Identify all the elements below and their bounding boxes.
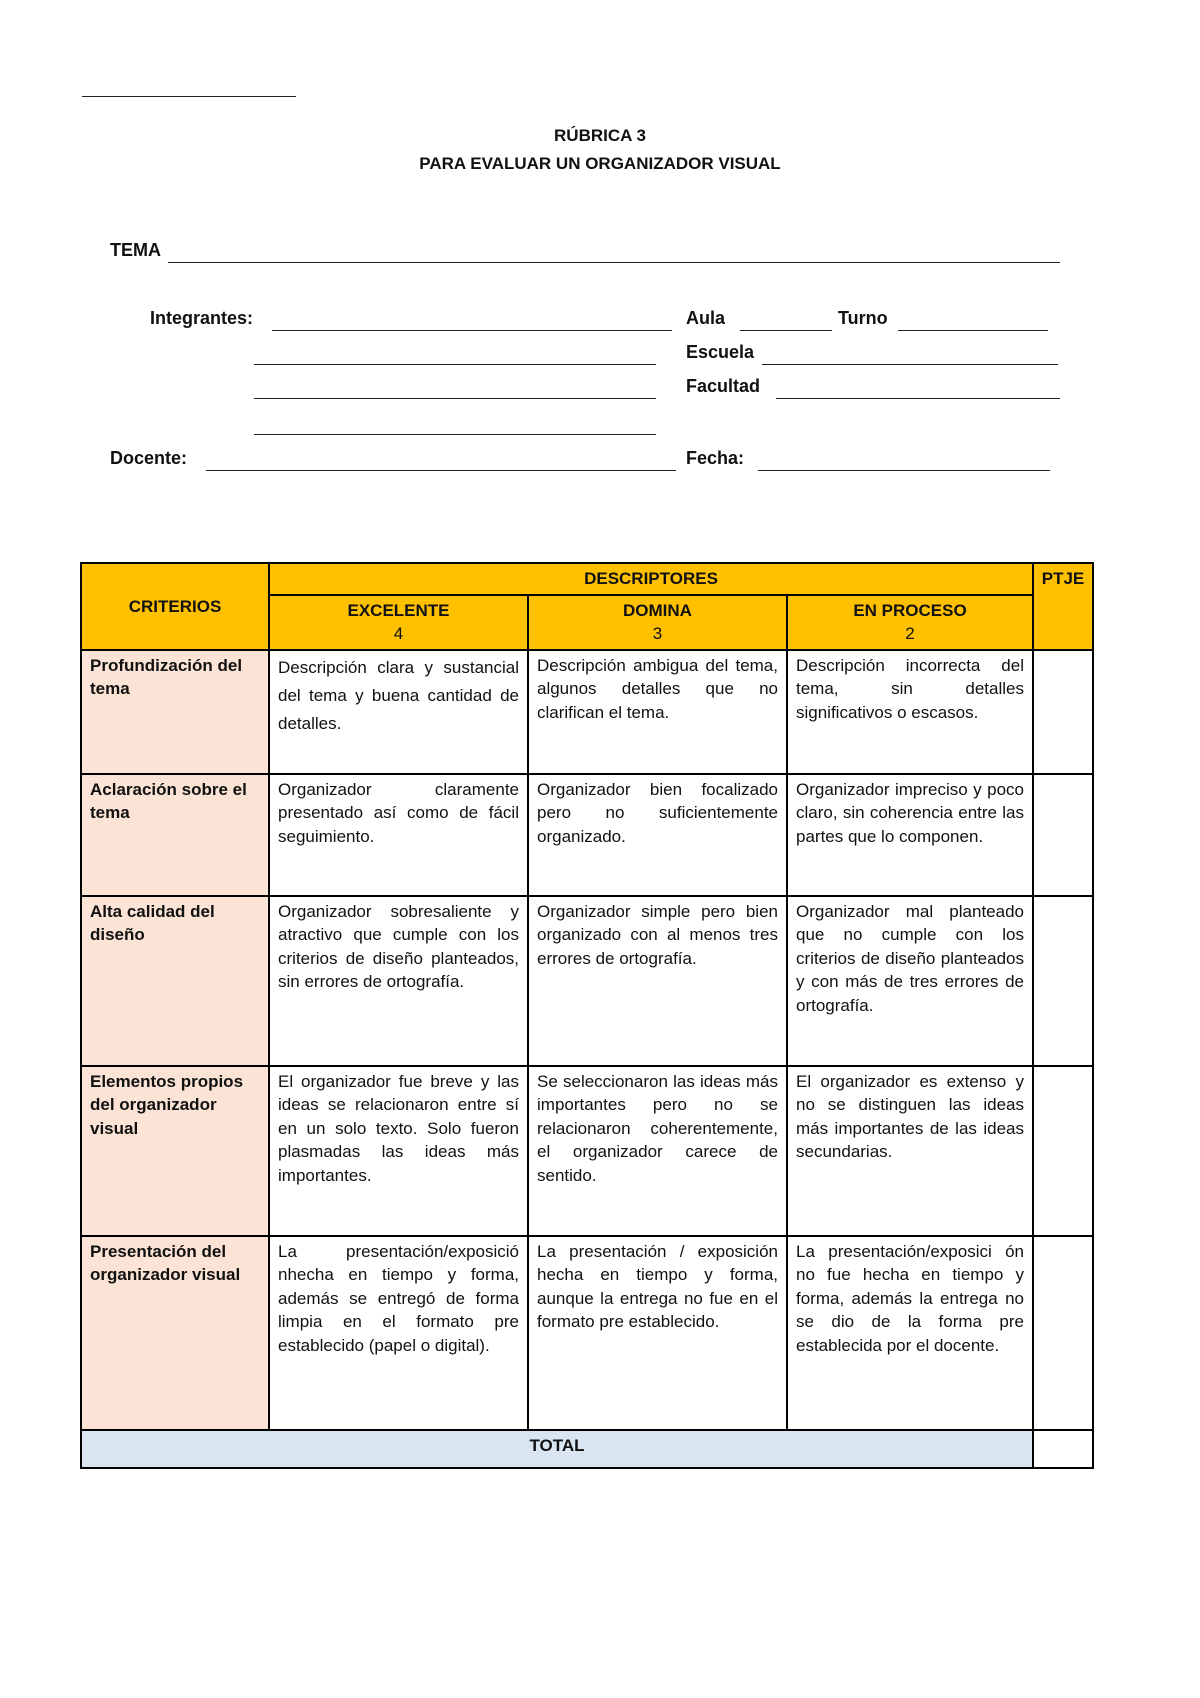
level-header-en-proceso: [787, 595, 1033, 650]
facultad-field[interactable]: [776, 398, 1060, 399]
integrante-field-4[interactable]: [254, 434, 656, 435]
descriptor-cell: Se seleccionaron las ideas más importantes pero no se relacionaron coherentemente, el organizador carece de sentido.: [528, 1066, 787, 1236]
table-row: [81, 896, 1093, 1066]
descriptor-cell: La presentación / exposición hecha en tiempo y forma, aunque la entrega no fue en el formato pre establecido.: [528, 1236, 787, 1430]
total-label: TOTAL: [81, 1430, 1033, 1468]
docente-field[interactable]: [206, 470, 676, 471]
escuela-field[interactable]: [762, 364, 1058, 365]
criterios-header: CRITERIOS: [81, 563, 269, 650]
integrante-field-2[interactable]: [254, 364, 656, 365]
fecha-label: Fecha:: [686, 448, 745, 468]
level-score: 4: [393, 624, 404, 643]
facultad-label: Facultad: [686, 376, 761, 396]
turno-label: Turno: [838, 308, 888, 328]
level-score: 2: [905, 624, 915, 643]
descriptor-cell: Organizador claramente presentado así como de fácil seguimiento.: [269, 774, 528, 896]
page-subtitle: PARA EVALUAR UN ORGANIZADOR VISUAL: [419, 154, 781, 173]
ptje-cell[interactable]: [1033, 774, 1093, 896]
aula-field[interactable]: [740, 330, 832, 331]
descriptores-header: DESCRIPTORES: [269, 563, 1033, 595]
aula-label: Aula: [686, 308, 726, 328]
descriptor-cell: Descripción ambigua del tema, algunos detalles que no clarifican el tema.: [528, 650, 787, 774]
page-title: RÚBRICA 3: [554, 126, 646, 145]
ptje-cell[interactable]: [1033, 650, 1093, 774]
integrantes-label: Integrantes:: [150, 308, 254, 328]
integrante-field-3[interactable]: [254, 398, 656, 399]
descriptor-cell: Descripción clara y sustancial del tema y buena cantidad de detalles.: [269, 650, 528, 774]
descriptor-cell: Descripción incorrecta del tema, sin detalles significativos o escasos.: [787, 650, 1033, 774]
tema-field[interactable]: [168, 262, 1060, 263]
ptje-cell[interactable]: [1033, 1236, 1093, 1430]
descriptor-cell: Organizador bien focalizado pero no suficientemente organizado.: [528, 774, 787, 896]
table-row: [81, 1236, 1093, 1430]
descriptor-cell: La presentación/exposici ón no fue hecha en tiempo y forma, además la entrega no se dio de la forma pre establecida por el docente.: [787, 1236, 1033, 1430]
criterio-cell: Alta calidad del diseño: [81, 896, 269, 1066]
criterio-cell: Profundización del tema: [81, 650, 269, 774]
level-name: DOMINA: [623, 600, 692, 620]
total-row: [81, 1430, 1093, 1468]
level-name: EN PROCESO: [853, 600, 967, 620]
level-header-excelente: [269, 595, 528, 650]
criterio-cell: Elementos propios del organizador visual: [81, 1066, 269, 1236]
descriptor-cell: El organizador fue breve y las ideas se relacionaron entre sí en un solo texto. Solo fueron plasmadas las ideas más importantes.: [269, 1066, 528, 1236]
tema-label: TEMA: [110, 240, 161, 260]
table-row: [81, 774, 1093, 896]
integrante-field-1[interactable]: [272, 330, 672, 331]
descriptor-cell: Organizador sobresaliente y atractivo que cumple con los criterios de diseño planteados, sin errores de ortografía.: [269, 896, 528, 1066]
criterio-cell: Aclaración sobre el tema: [81, 774, 269, 896]
descriptor-cell: La presentación/exposició nhecha en tiempo y forma, además se entregó de forma limpia en el formato pre establecido (papel o digital).: [269, 1236, 528, 1430]
descriptor-cell: Organizador mal planteado que no cumple con los criterios de diseño planteados y con más de tres errores de ortografía.: [787, 896, 1033, 1066]
descriptor-cell: Organizador impreciso y poco claro, sin coherencia entre las partes que lo componen.: [787, 774, 1033, 896]
fecha-field[interactable]: [758, 470, 1050, 471]
level-score: 3: [652, 624, 663, 643]
docente-label: Docente:: [110, 448, 188, 468]
criterio-cell: Presentación del organizador visual: [81, 1236, 269, 1430]
ptje-header: PTJE: [1033, 563, 1093, 650]
level-header-domina: [528, 595, 787, 650]
header-rule: [82, 96, 296, 97]
ptje-cell[interactable]: [1033, 1066, 1093, 1236]
turno-field[interactable]: [898, 330, 1048, 331]
rubric-table: [80, 562, 1094, 1469]
ptje-cell[interactable]: [1033, 896, 1093, 1066]
descriptor-cell: El organizador es extenso y no se distinguen las ideas más importantes de las ideas secundarias.: [787, 1066, 1033, 1236]
level-name: EXCELENTE: [347, 600, 450, 620]
table-row: [81, 1066, 1093, 1236]
descriptor-cell: Organizador simple pero bien organizado con al menos tres errores de ortografía.: [528, 896, 787, 1066]
table-row: [81, 650, 1093, 774]
escuela-label: Escuela: [686, 342, 755, 362]
total-ptje-cell[interactable]: [1033, 1430, 1093, 1468]
